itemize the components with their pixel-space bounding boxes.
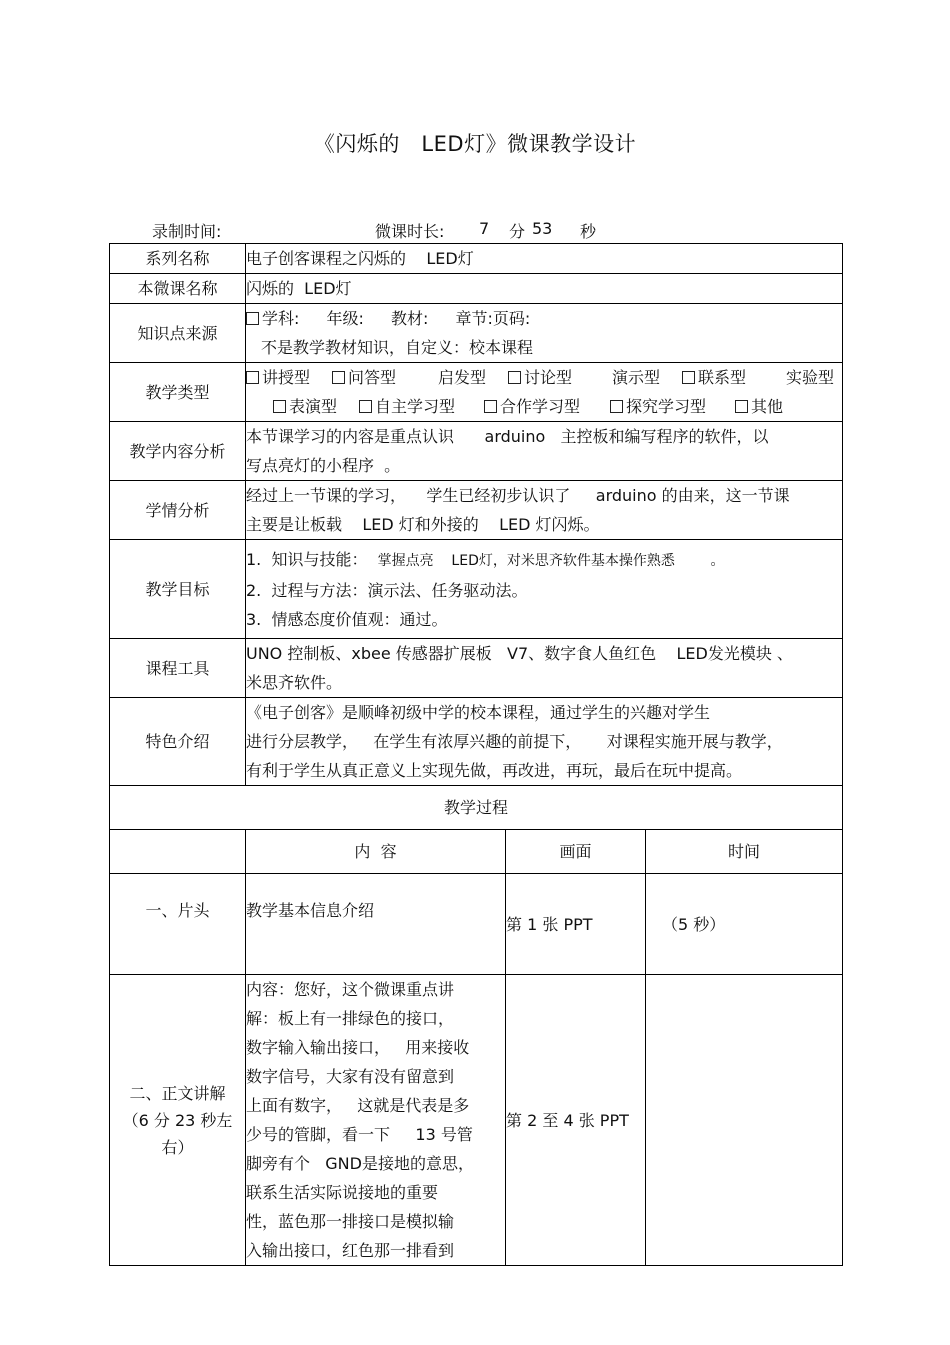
row-type [110, 363, 843, 422]
course-value: 闪烁的 LED灯 [246, 274, 843, 304]
checkbox-icon [682, 371, 695, 384]
step-1-screen: 第 1 张 PPT [506, 874, 646, 975]
process-time-header: 时间 [646, 830, 843, 874]
process-screen-header: 画面 [506, 830, 646, 874]
checkbox-icon [508, 371, 521, 384]
feature-line-3: 有利于学生从真正意义上实现先做，再改进，再玩，最后在玩中提高。 [246, 761, 743, 780]
type-heuristic[interactable]: 启发型 [438, 368, 487, 387]
checkbox-icon [484, 400, 497, 413]
row-analysis [110, 422, 843, 481]
student-line-2: 主要是让板载 LED 灯和外接的 LED 灯闪烁。 [246, 515, 600, 534]
row-process-columns [110, 830, 843, 874]
checkbox-subject[interactable] [246, 312, 259, 325]
analysis-value [246, 422, 843, 481]
analysis-line-2: 写点亮灯的小程序 。 [246, 456, 401, 475]
process-content-header: 内 容 [246, 830, 506, 874]
row-source [110, 304, 843, 363]
step-1-stage: 一、片头 [110, 874, 246, 975]
checkbox-icon [735, 400, 748, 413]
meta-line [110, 219, 842, 241]
row-process-header [110, 786, 843, 830]
row-feature [110, 698, 843, 786]
checkbox-icon [359, 400, 372, 413]
source-custom: 不是教学教材知识，自定义：校本课程 [261, 338, 534, 357]
tools-value [246, 639, 843, 698]
feature-line-1: 《电子创客》是顺峰初级中学的校本课程，通过学生的兴趣对学生 [246, 703, 711, 722]
student-label: 学情分析 [110, 481, 246, 540]
goal-2: 2. 过程与方法：演示法、任务驱动法。 [246, 580, 528, 600]
goals-value [246, 540, 843, 639]
tools-label: 课程工具 [110, 639, 246, 698]
tools-line-2: 米思齐软件。 [246, 673, 343, 692]
row-student [110, 481, 843, 540]
checkbox-icon [246, 371, 259, 384]
type-self-study[interactable]: 自主学习型 [359, 392, 455, 421]
type-inquiry[interactable]: 探究学习型 [610, 392, 706, 421]
source-label: 知识点来源 [110, 304, 246, 363]
goal-1: 1. 知识与技能： 掌握点亮 LED灯，对米思齐软件基本操作熟悉 。 [246, 549, 725, 569]
type-label: 教学类型 [110, 363, 246, 422]
step-2-stage: 二、正文讲解 （6 分 23 秒左 右） [110, 975, 246, 1266]
page-title: 《闪烁的 LED灯》微课教学设计 [313, 132, 637, 156]
type-cooperative[interactable]: 合作学习型 [484, 392, 580, 421]
feature-value [246, 698, 843, 786]
second-unit: 秒 [580, 222, 597, 241]
source-subject: 学科: [262, 309, 300, 328]
type-options [246, 363, 843, 422]
minute-unit: 分 [509, 222, 526, 241]
checkbox-icon [610, 400, 623, 413]
duration-seconds: 53 [532, 219, 553, 238]
course-label: 本微课名称 [110, 274, 246, 304]
source-grade: 年级: [326, 309, 364, 328]
step-1-time: （5 秒） [646, 874, 843, 975]
source-chapter: 章节: [455, 309, 493, 328]
source-value [246, 304, 843, 363]
series-label: 系列名称 [110, 244, 246, 274]
step-2-time [646, 975, 843, 1266]
type-lecture[interactable]: 讲授型 [246, 363, 310, 392]
row-series [110, 244, 843, 274]
source-textbook: 教材: [391, 309, 429, 328]
table-row [110, 874, 843, 975]
type-demo[interactable]: 演示型 [612, 368, 661, 387]
analysis-line-1: 本节课学习的内容是重点认识 arduino 主控板和编写程序的软件，以 [246, 427, 769, 446]
type-experiment[interactable]: 实验型 [786, 368, 835, 387]
process-stage-header [110, 830, 246, 874]
duration-minutes: 7 [479, 219, 490, 238]
type-performance[interactable]: 表演型 [273, 392, 337, 421]
student-line-1: 经过上一节课的学习， 学生已经初步认识了 arduino 的由来，这一节课 [246, 486, 790, 505]
row-goals [110, 540, 843, 639]
goals-label: 教学目标 [110, 540, 246, 639]
type-discussion[interactable]: 讨论型 [508, 363, 572, 392]
lesson-design-table [109, 243, 843, 1266]
student-value [246, 481, 843, 540]
step-2-content: 内容：您好，这个微课重点讲 解：板上有一排绿色的接口， 数字输入输出接口， 用来接收 数字信号，大家有没有留意到 上面有数字， 这就是代表是多 少号的管脚，看一下 13 号管 脚旁有个 GND是接地的意思， 联系生活实际说接地的重要 性，蓝色那一排接口是模拟输 入输出接口，红色那一排看到 [246, 975, 506, 1266]
row-course [110, 274, 843, 304]
checkbox-icon [273, 400, 286, 413]
series-value: 电子创客课程之闪烁的 LED灯 [246, 244, 843, 274]
type-link[interactable]: 联系型 [682, 363, 746, 392]
step-1-content: 教学基本信息介绍 [246, 874, 506, 975]
analysis-label: 教学内容分析 [110, 422, 246, 481]
tools-line-1: UNO 控制板、xbee 传感器扩展板 V7、数字食人鱼红色 LED发光模块 、 [246, 644, 793, 663]
process-header: 教学过程 [110, 786, 843, 830]
source-page: 页码: [492, 309, 531, 328]
checkbox-icon [332, 371, 345, 384]
feature-line-2: 进行分层教学， 在学生有浓厚兴趣的前提下， 对课程实施开展与教学， [246, 732, 783, 751]
feature-label: 特色介绍 [110, 698, 246, 786]
goal-3: 3. 情感态度价值观：通过。 [246, 609, 448, 629]
record-time-label: 录制时间: [152, 222, 222, 241]
type-qa[interactable]: 问答型 [332, 363, 396, 392]
duration-label: 微课时长: [375, 222, 445, 241]
step-2-screen: 第 2 至 4 张 PPT [506, 975, 646, 1266]
row-tools [110, 639, 843, 698]
type-other[interactable]: 其他 [735, 392, 783, 421]
table-row [110, 975, 843, 1266]
